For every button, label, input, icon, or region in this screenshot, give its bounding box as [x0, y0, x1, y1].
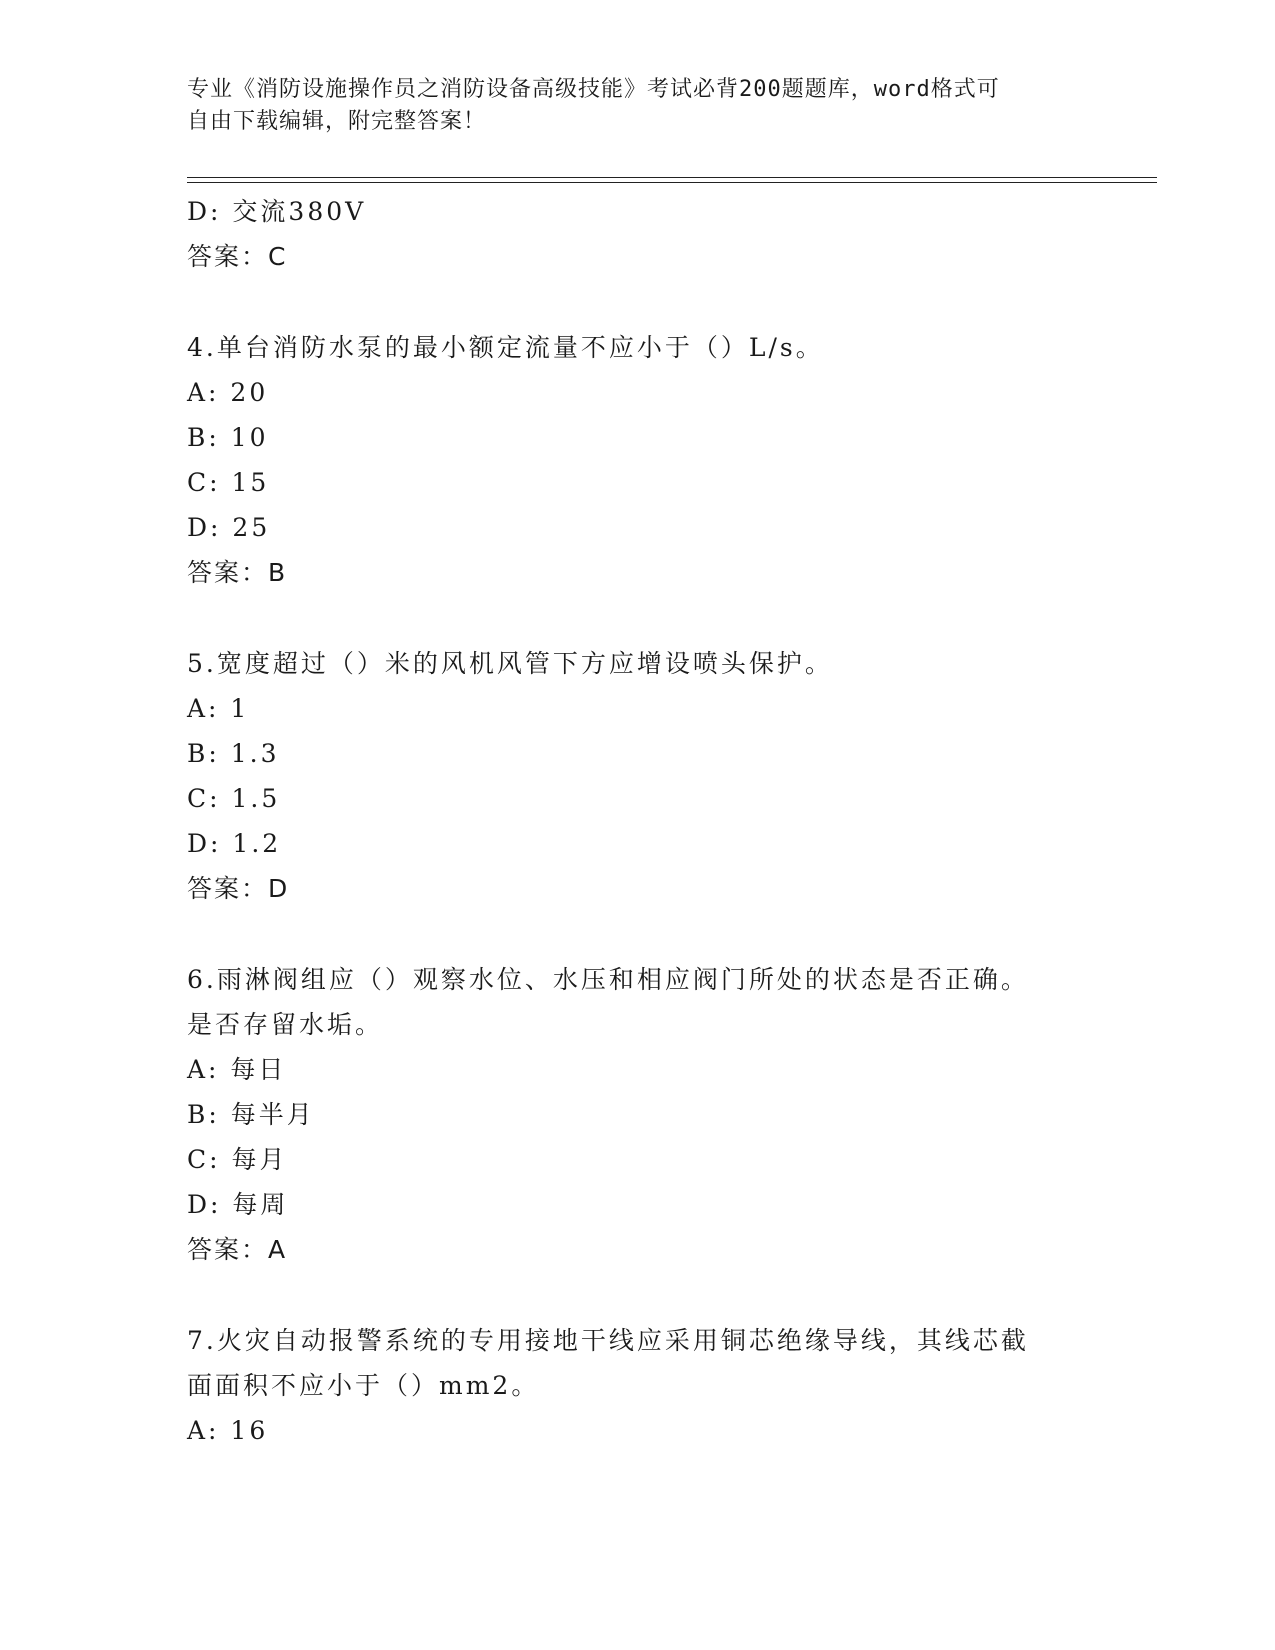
- question-stem: 7.火灾自动报警系统的专用接地干线应采用铜芯绝缘导线，其线芯截: [187, 1326, 1029, 1355]
- option-c: C: 1.5: [187, 784, 281, 813]
- option-b: B: 10: [187, 423, 269, 452]
- option-b: B: 每半月: [187, 1100, 315, 1129]
- option-c: C: 15: [187, 468, 270, 497]
- answer-line: 答案：C: [187, 242, 288, 271]
- continued-question: [187, 189, 1087, 280]
- answer-line: 答案：D: [187, 874, 290, 903]
- question-stem: 5.宽度超过（）米的风机风管下方应增设喷头保护。: [187, 649, 833, 678]
- option-d: D: 交流380V: [187, 197, 367, 226]
- question-stem-continued: 面面积不应小于（）mm2。: [187, 1371, 540, 1400]
- document-header: [187, 74, 1067, 138]
- question-6: [187, 957, 1087, 1273]
- question-5: [187, 641, 1087, 912]
- answer-line: 答案：A: [187, 1235, 288, 1264]
- option-d: D: 1.2: [187, 829, 282, 858]
- question-stem: 6.雨淋阀组应（）观察水位、水压和相应阀门所处的状态是否正确。: [187, 965, 1029, 994]
- header-divider-top: [187, 177, 1157, 178]
- question-7: [187, 1318, 1087, 1453]
- question-stem-continued: 是否存留水垢。: [187, 1010, 384, 1039]
- header-line-2: 自由下载编辑，附完整答案！: [187, 109, 487, 134]
- header-line-1: 专业《消防设施操作员之消防设备高级技能》考试必背200题题库，word格式可: [187, 77, 1000, 102]
- option-b: B: 1.3: [187, 739, 280, 768]
- document-body: [187, 189, 1087, 1453]
- option-a: A: 20: [187, 378, 269, 407]
- option-c: C: 每月: [187, 1145, 288, 1174]
- option-d: D: 25: [187, 513, 271, 542]
- option-a: A: 1: [187, 694, 250, 723]
- question-stem: 4.单台消防水泵的最小额定流量不应小于（）L/s。: [187, 333, 824, 362]
- option-a: A: 每日: [187, 1055, 287, 1084]
- option-a: A: 16: [187, 1416, 269, 1445]
- answer-line: 答案：B: [187, 558, 288, 587]
- option-d: D: 每周: [187, 1190, 289, 1219]
- question-4: [187, 325, 1087, 596]
- header-divider-bottom: [187, 182, 1157, 183]
